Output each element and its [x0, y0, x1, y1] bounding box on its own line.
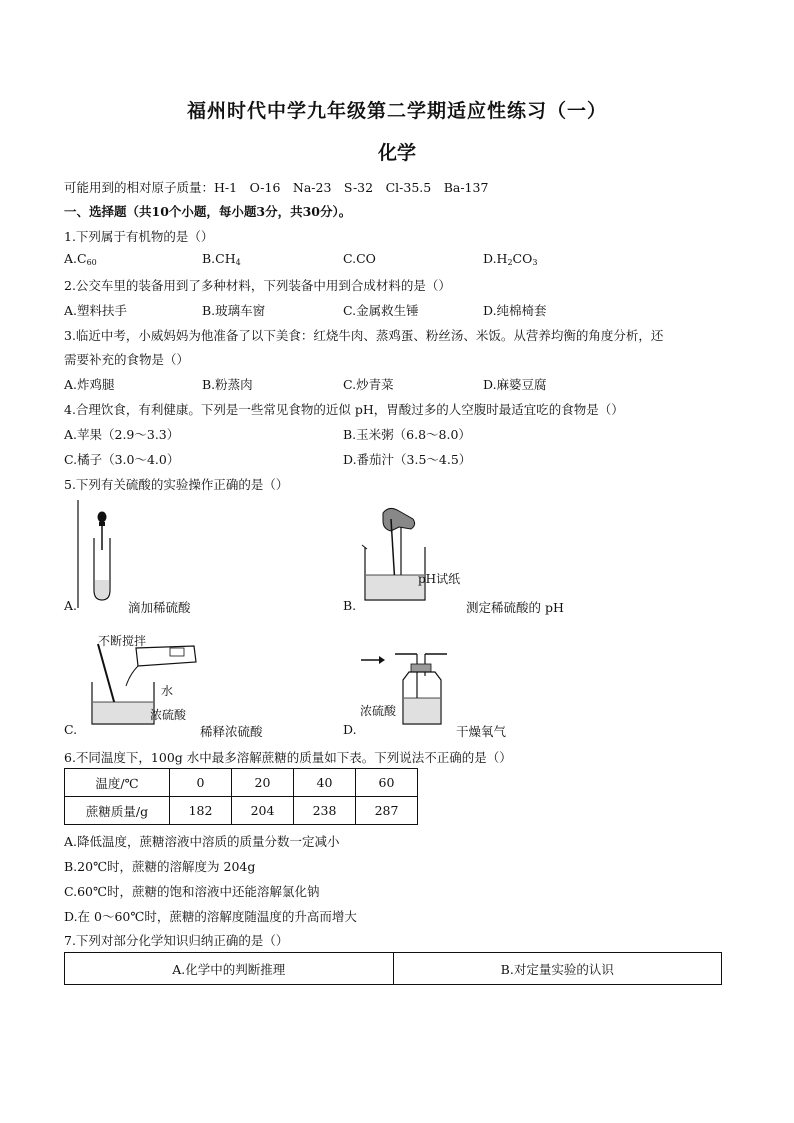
q2-option-d: D.纯棉椅套: [483, 303, 547, 318]
q5-option-c-letter: C.: [64, 722, 78, 737]
q4-option-d: D.番茄汁（3.5～4.5）: [343, 452, 472, 467]
q2-option-b: B.玻璃车窗: [202, 303, 266, 318]
q5-figure-a-dropper-test-tube: [70, 500, 120, 610]
q5-option-b-letter: B.: [343, 598, 357, 613]
table-cell: 238: [294, 797, 356, 825]
q5-option-c-label-acid: 浓硫酸: [150, 708, 187, 722]
q6-stem: 6.不同温度下，100g 水中最多溶解蔗糖的质量如下表。下列说法不正确的是（）: [64, 750, 512, 765]
table-cell: 287: [356, 797, 418, 825]
q2-stem: 2.公交车里的装备用到了多种材料，下列装备中用到合成材料的是（）: [64, 278, 451, 293]
q4-option-b: B.玉米粥（6.8～8.0）: [343, 427, 471, 442]
q6-solubility-table: [64, 768, 418, 825]
q4-option-c: C.橘子（3.0～4.0）: [64, 452, 180, 467]
q6-option-d: D.在 0～60℃时，蔗糖的溶解度随温度的升高而增大: [64, 909, 357, 924]
q1-stem: 1.下列属于有机物的是（）: [64, 229, 214, 244]
table-row-header-temperature: 温度/℃: [65, 769, 170, 797]
q5-option-a-letter: A.: [64, 598, 78, 613]
table-cell: 182: [170, 797, 232, 825]
q7-column-b-header: B.对定量实验的认识: [393, 953, 722, 985]
q5-option-d-letter: D.: [343, 722, 357, 737]
q1-option-c: C.CO: [343, 251, 376, 266]
q7-column-a-header: A.化学中的判断推理: [65, 953, 394, 985]
q5-figure-b-ph-paper-beaker: [355, 505, 465, 605]
section-heading: 一、选择题（共10个小题，每小题3分，共30分）。: [64, 204, 352, 219]
q5-option-c-label-stir: 不断搅拌: [98, 634, 147, 648]
q4-stem: 4.合理饮食，有利健康。下列是一些常见食物的近似 pH，胃酸过多的人空腹时最适宜吃的食物是（）: [64, 402, 624, 417]
table-cell: 0: [170, 769, 232, 797]
q5-option-b-label-ph-paper: pH试纸: [418, 572, 461, 586]
q3-option-d: D.麻婆豆腐: [483, 377, 547, 392]
q6-option-a: A.降低温度，蔗糖溶液中溶质的质量分数一定减小: [64, 834, 340, 849]
q7-knowledge-table: [64, 952, 722, 985]
q3-option-c: C.炒青菜: [343, 377, 394, 392]
table-cell: 60: [356, 769, 418, 797]
q4-option-a: A.苹果（2.9～3.3）: [64, 427, 180, 442]
table-row-header-sugar-mass: 蔗糖质量/g: [65, 797, 170, 825]
q3-stem-line1: 3.临近中考，小威妈妈为他准备了以下美食：红烧牛肉、蒸鸡蛋、粉丝汤、米饭。从营养均衡的角度分析，还: [64, 328, 664, 343]
table-cell: 204: [232, 797, 294, 825]
table-row: [65, 953, 722, 985]
q5-figure-c-dilution: [84, 636, 214, 726]
q7-stem: 7.下列对部分化学知识归纳正确的是（）: [64, 933, 289, 948]
q1-option-a: $A.C_{60}$: [64, 251, 97, 267]
exam-title: 福州时代中学九年级第二学期适应性练习（一）: [186, 100, 607, 122]
q5-option-c-label-water: 水: [161, 684, 174, 698]
table-row: [65, 769, 418, 797]
table-cell: 40: [294, 769, 356, 797]
table-cell: 20: [232, 769, 294, 797]
q5-stem: 5.下列有关硫酸的实验操作正确的是（）: [64, 477, 289, 492]
atomic-mass-note: 可能用到的相对原子质量：H-1 O-16 Na-23 S-32 Cl-35.5 Ba-137: [64, 180, 489, 195]
q5-option-b-caption: 测定稀硫酸的 pH: [466, 600, 564, 615]
table-row: [65, 797, 418, 825]
q6-option-b: B.20℃时，蔗糖的溶解度为 204g: [64, 859, 256, 874]
q2-option-a: A.塑料扶手: [64, 303, 128, 318]
q5-option-a-caption: 滴加稀硫酸: [128, 600, 191, 615]
q5-option-d-label-acid: 浓硫酸: [360, 704, 397, 718]
q5-option-c-caption: 稀释浓硫酸: [200, 724, 263, 739]
q3-option-b: B.粉蒸肉: [202, 377, 253, 392]
q6-option-c: C.60℃时，蔗糖的饱和溶液中还能溶解氯化钠: [64, 884, 320, 899]
q5-option-d-caption: 干燥氧气: [456, 724, 507, 739]
q1-option-d: $D.H_2CO_3$: [483, 251, 538, 267]
subject-title: 化学: [377, 142, 416, 164]
q3-stem-line2: 需要补充的食物是（）: [64, 352, 190, 367]
q3-option-a: A.炸鸡腿: [64, 377, 115, 392]
q1-option-b: $B.CH_4$: [202, 251, 241, 267]
q2-option-c: C.金属救生锤: [343, 303, 419, 318]
